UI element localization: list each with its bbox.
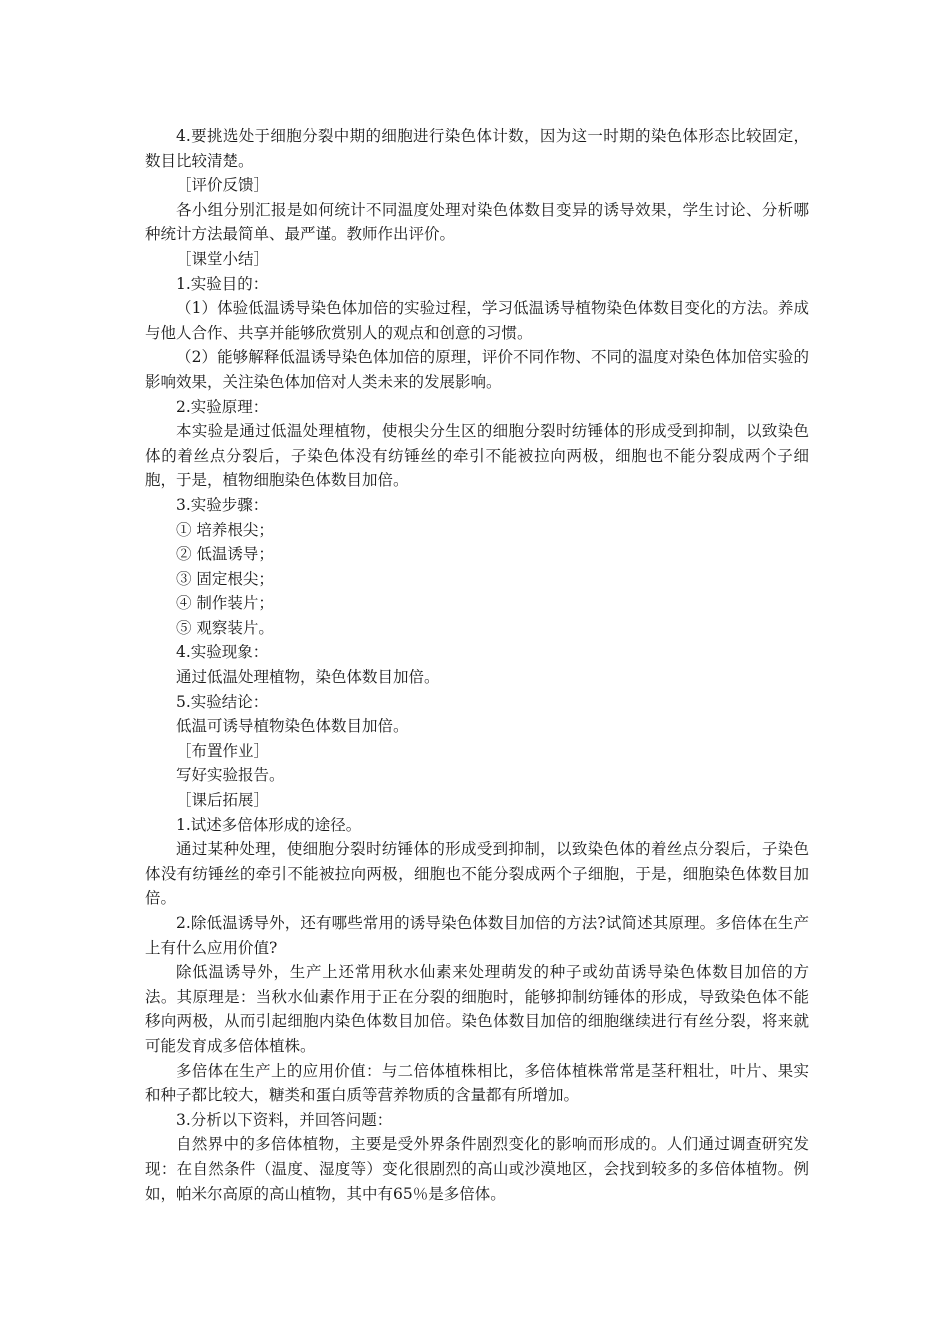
answer-2a: 除低温诱导外，生产上还常用秋水仙素来处理萌发的种子或幼苗诱导染色体数目加倍的方法。其原理是：当秋水仙素作用于正在分裂的细胞时，能够抑制纺锤体的形成，导致染色体不能移向两极，从而引起细胞内染色体数目加倍。染色体数目加倍的细胞继续进行有丝分裂，将来就可能发育成多倍体植株。 bbox=[145, 963, 809, 1055]
paragraph-material: 自然界中的多倍体植物，主要是受外界条件剧烈变化的影响而形成的。人们通过调查研究发现：在自然条件（温度、湿度等）变化很剧烈的高山或沙漠地区，会找到较多的多倍体植物。例如，帕米尔高原的高山植物，其中有65％是多倍体。 bbox=[145, 1135, 809, 1203]
paragraph-homework: 写好实验报告。 bbox=[176, 766, 285, 785]
question-2: 2.除低温诱导外，还有哪些常用的诱导染色体数目加倍的方法?试简述其原理。多倍体在生产上有什么应用价值? bbox=[145, 914, 809, 957]
heading-experiment-conclusion: 5.实验结论： bbox=[176, 692, 269, 711]
paragraph-purpose-2: （2）能够解释低温诱导染色体加倍的原理，评价不同作物、不同的温度对染色体加倍实验的影响效果，关注染色体加倍对人类未来的发展影响。 bbox=[145, 348, 809, 391]
question-1: 1.试述多倍体形成的途径。 bbox=[176, 815, 362, 834]
step-item: ② 低温诱导； bbox=[176, 545, 274, 564]
step-item: ④ 制作装片； bbox=[176, 594, 274, 613]
paragraph-evaluation: 各小组分别汇报是如何统计不同温度处理对染色体数目变异的诱导效果，学生讨论、分析哪种统计方法最简单、最严谨。教师作出评价。 bbox=[145, 200, 809, 244]
paragraph-principle: 本实验是通过低温处理植物，使根尖分生区的细胞分裂时纺锤体的形成受到抑制，以致染色体的着丝点分裂后，子染色体没有纺锤丝的牵引不能被拉向两极，细胞也不能分裂成两个子细胞，于是，植物细胞染色体数目加倍。 bbox=[145, 422, 809, 490]
paragraph-chromosome-count-tip: 4.要挑选处于细胞分裂中期的细胞进行染色体计数，因为这一时期的染色体形态比较固定，数目比较清楚。 bbox=[145, 127, 809, 170]
paragraph-conclusion: 低温可诱导植物染色体数目加倍。 bbox=[176, 717, 409, 736]
heading-extension: ［课后拓展］ bbox=[176, 791, 270, 810]
step-item: ③ 固定根尖； bbox=[176, 569, 274, 588]
answer-2b: 多倍体在生产上的应用价值：与二倍体植株相比，多倍体植株常常是茎秆粗壮，叶片、果实和种子都比较大，糖类和蛋白质等营养物质的含量都有所增加。 bbox=[145, 1061, 809, 1105]
heading-homework: ［布置作业］ bbox=[176, 741, 270, 760]
heading-class-summary: ［课堂小结］ bbox=[176, 249, 270, 268]
paragraph-phenomenon: 通过低温处理植物，染色体数目加倍。 bbox=[176, 668, 440, 687]
document-body bbox=[145, 124, 809, 1206]
step-item: ⑤ 观察装片。 bbox=[176, 618, 274, 637]
paragraph-purpose-1: （1）体验低温诱导染色体加倍的实验过程，学习低温诱导植物染色体数目变化的方法。养成与他人合作、共享并能够欣赏别人的观点和创意的习惯。 bbox=[145, 299, 809, 342]
heading-experiment-steps: 3.实验步骤： bbox=[176, 495, 269, 514]
answer-1: 通过某种处理，使细胞分裂时纺锤体的形成受到抑制，以致染色体的着丝点分裂后，子染色体没有纺锤丝的牵引不能被拉向两极，细胞也不能分裂成两个子细胞，于是，细胞染色体数目加倍。 bbox=[145, 840, 809, 908]
step-item: ① 培养根尖； bbox=[176, 520, 274, 539]
question-3: 3.分析以下资料，并回答问题： bbox=[176, 1110, 393, 1129]
heading-experiment-phenomenon: 4.实验现象： bbox=[176, 643, 269, 662]
heading-experiment-purpose: 1.实验目的： bbox=[176, 274, 269, 293]
heading-experiment-principle: 2.实验原理： bbox=[176, 397, 269, 416]
heading-evaluation-feedback: ［评价反馈］ bbox=[176, 176, 270, 195]
